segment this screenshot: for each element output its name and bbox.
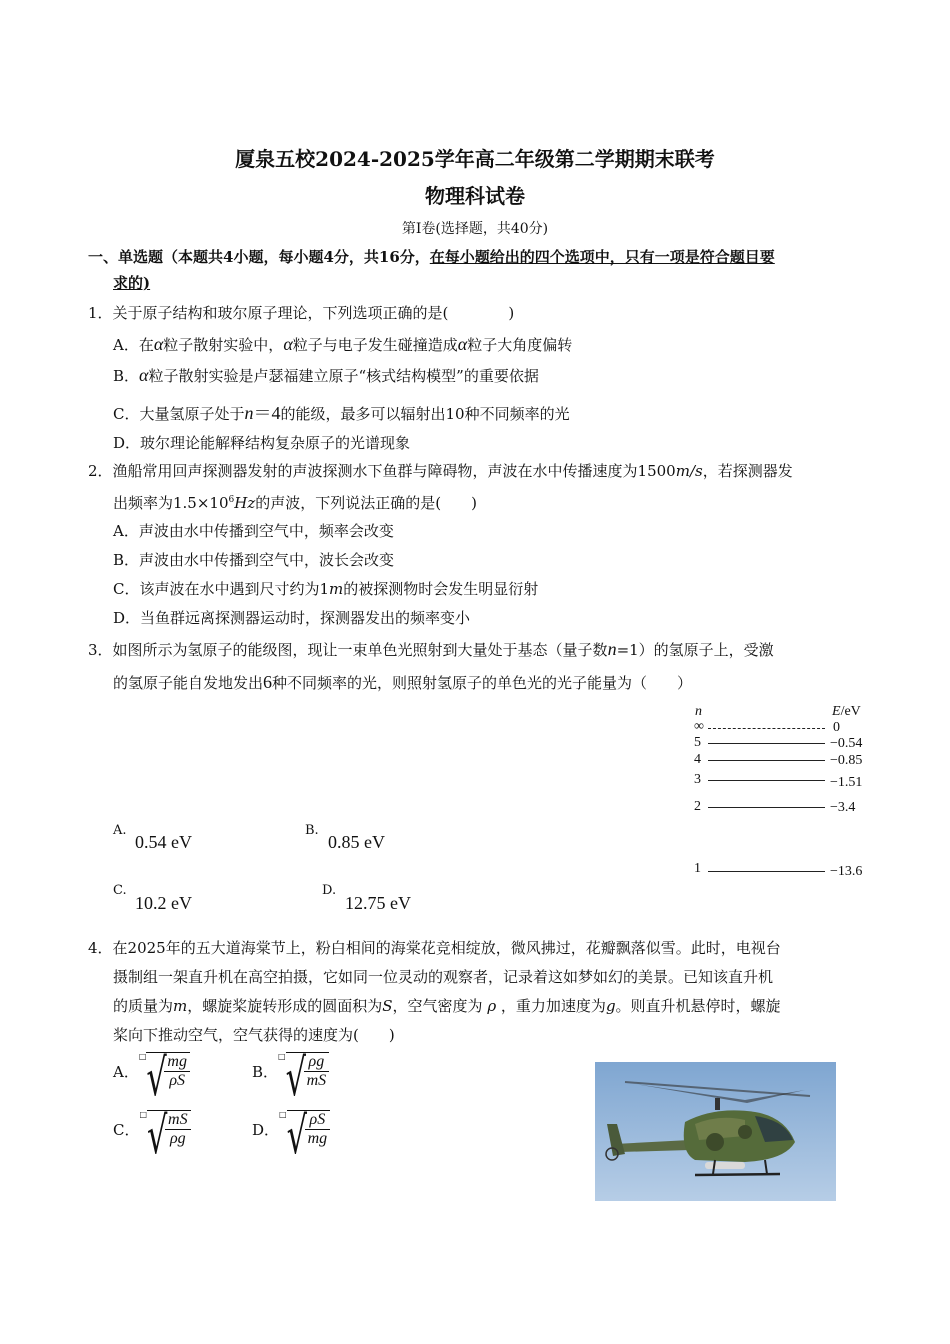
section-heading	[88, 246, 775, 267]
q3-option-a-label: A.	[113, 823, 127, 838]
level-3-e: −1.51	[830, 775, 863, 790]
q4-option-c: C．□ √ $\frac{mS}{\rho g}$	[113, 1110, 191, 1148]
q4-option-d: D．□ √ $\frac{\rho S}{mg}$	[252, 1110, 330, 1148]
q3-stem-line1: 3．如图所示为氢原子的能级图，现让一束单色光照射到大量处于基态（量子数n=1）的氢原子上，受激	[88, 639, 774, 659]
q2-stem-line2: 出频率为$1.5\times 10^6Hz$的声波，下列说法正确的是( )	[113, 494, 477, 512]
helicopter-illustration	[595, 1062, 836, 1201]
q1-option-a: A．在α粒子散射实验中，α粒子与电子发生碰撞造成α粒子大角度偏转	[113, 334, 573, 354]
level-2-e: −3.4	[830, 800, 856, 815]
q4-stem-line1: 4．在2025年的五大道海棠节上，粉白相间的海棠花竞相绽放，微风拂过，花瓣飘落似雪。此时，电视台	[88, 939, 781, 957]
volume-label: 第Ⅰ卷(选择题，共40分)	[401, 221, 549, 237]
level-3-line	[708, 780, 825, 781]
q2-option-c: C．该声波在水中遇到尺寸约为1m的被探测物时会发生明显衍射	[113, 580, 539, 598]
section-heading-plain: 一、单选题（本题共4小题，每小题4分，共16分，	[88, 248, 430, 266]
n-axis-label: n	[695, 704, 702, 719]
q2-option-a: A．声波由水中传播到空气中，频率会改变	[113, 522, 394, 540]
q4-option-a: A．□ √ $\frac{mg}{\rho S}$	[113, 1052, 190, 1090]
section-heading-underlined: 在每小题给出的四个选项中，只有一项是符合题目要	[429, 248, 775, 266]
q3-option-d-value: 12.75 eV	[345, 893, 411, 913]
level-3-n: 3	[694, 772, 701, 787]
q4-option-b: B．□ √ $\frac{\rho g}{mS}$	[252, 1052, 329, 1090]
q3-option-b-value: 0.85 eV	[328, 832, 385, 852]
level-2-n: 2	[694, 799, 701, 814]
level-1-line	[708, 871, 825, 872]
level-5-line	[708, 743, 825, 744]
q1-option-b: B．α粒子散射实验是卢瑟福建立原子“核式结构模型”的重要依据	[113, 365, 539, 385]
q2-stem-line1: 2．渔船常用回声探测器发射的声波探测水下鱼群与障碍物，声波在水中传播速度为1500m/s，若探测器发	[88, 462, 793, 480]
exam-subject: 物理科试卷	[425, 184, 525, 208]
level-inf-e: 0	[833, 720, 840, 735]
e-axis-label: E/eV	[832, 704, 861, 719]
level-1-n: 1	[694, 861, 701, 876]
level-4-n: 4	[694, 752, 701, 767]
section-heading-cont: 求的)	[113, 274, 151, 292]
level-5-e: −0.54	[830, 736, 863, 751]
q3-option-b-label: B.	[305, 823, 319, 838]
q3-option-d-label: D.	[322, 883, 337, 898]
q2-option-d: D．当鱼群远离探测器运动时，探测器发出的频率变小	[113, 609, 471, 627]
level-2-line	[708, 807, 825, 808]
energy-level-diagram	[690, 704, 880, 884]
q3-option-c-value: 10.2 eV	[135, 893, 192, 913]
q2-option-b: B．声波由水中传播到空气中，波长会改变	[113, 551, 395, 569]
level-inf-line	[708, 728, 825, 729]
exam-title: 厦泉五校2024-2025学年高二年级第二学期期末联考	[235, 147, 715, 171]
level-5-n: 5	[694, 735, 701, 750]
q1-option-c: C．大量氢原子处于n＝4的能级，最多可以辐射出10种不同频率的光	[113, 403, 570, 423]
q4-stem-line4: 桨向下推动空气，空气获得的速度为( )	[113, 1026, 395, 1044]
q3-option-c-label: C.	[113, 883, 127, 898]
q4-stem-line3: 的质量为m，螺旋桨旋转形成的圆面积为S，空气密度为 ρ ，重力加速度为g。则直升机悬停时，螺旋	[113, 997, 781, 1015]
q3-option-a-value: 0.54 eV	[135, 832, 192, 852]
level-1-e: −13.6	[830, 864, 863, 879]
level-4-e: −0.85	[830, 753, 863, 768]
level-inf-n: ∞	[694, 719, 704, 734]
q1-option-d: D．玻尔理论能解释结构复杂原子的光谱现象	[113, 434, 411, 452]
q4-stem-line2: 摄制组一架直升机在高空拍摄，它如同一位灵动的观察者，记录着这如梦如幻的美景。已知该直升机	[113, 968, 774, 986]
helicopter-photo	[595, 1062, 836, 1201]
q1-stem: 1．关于原子结构和玻尔原子理论，下列选项正确的是( )	[88, 304, 515, 322]
level-4-line	[708, 760, 825, 761]
q3-stem-line2: 的氢原子能自发地发出6种不同频率的光，则照射氢原子的单色光的光子能量为（ ）	[113, 672, 693, 692]
